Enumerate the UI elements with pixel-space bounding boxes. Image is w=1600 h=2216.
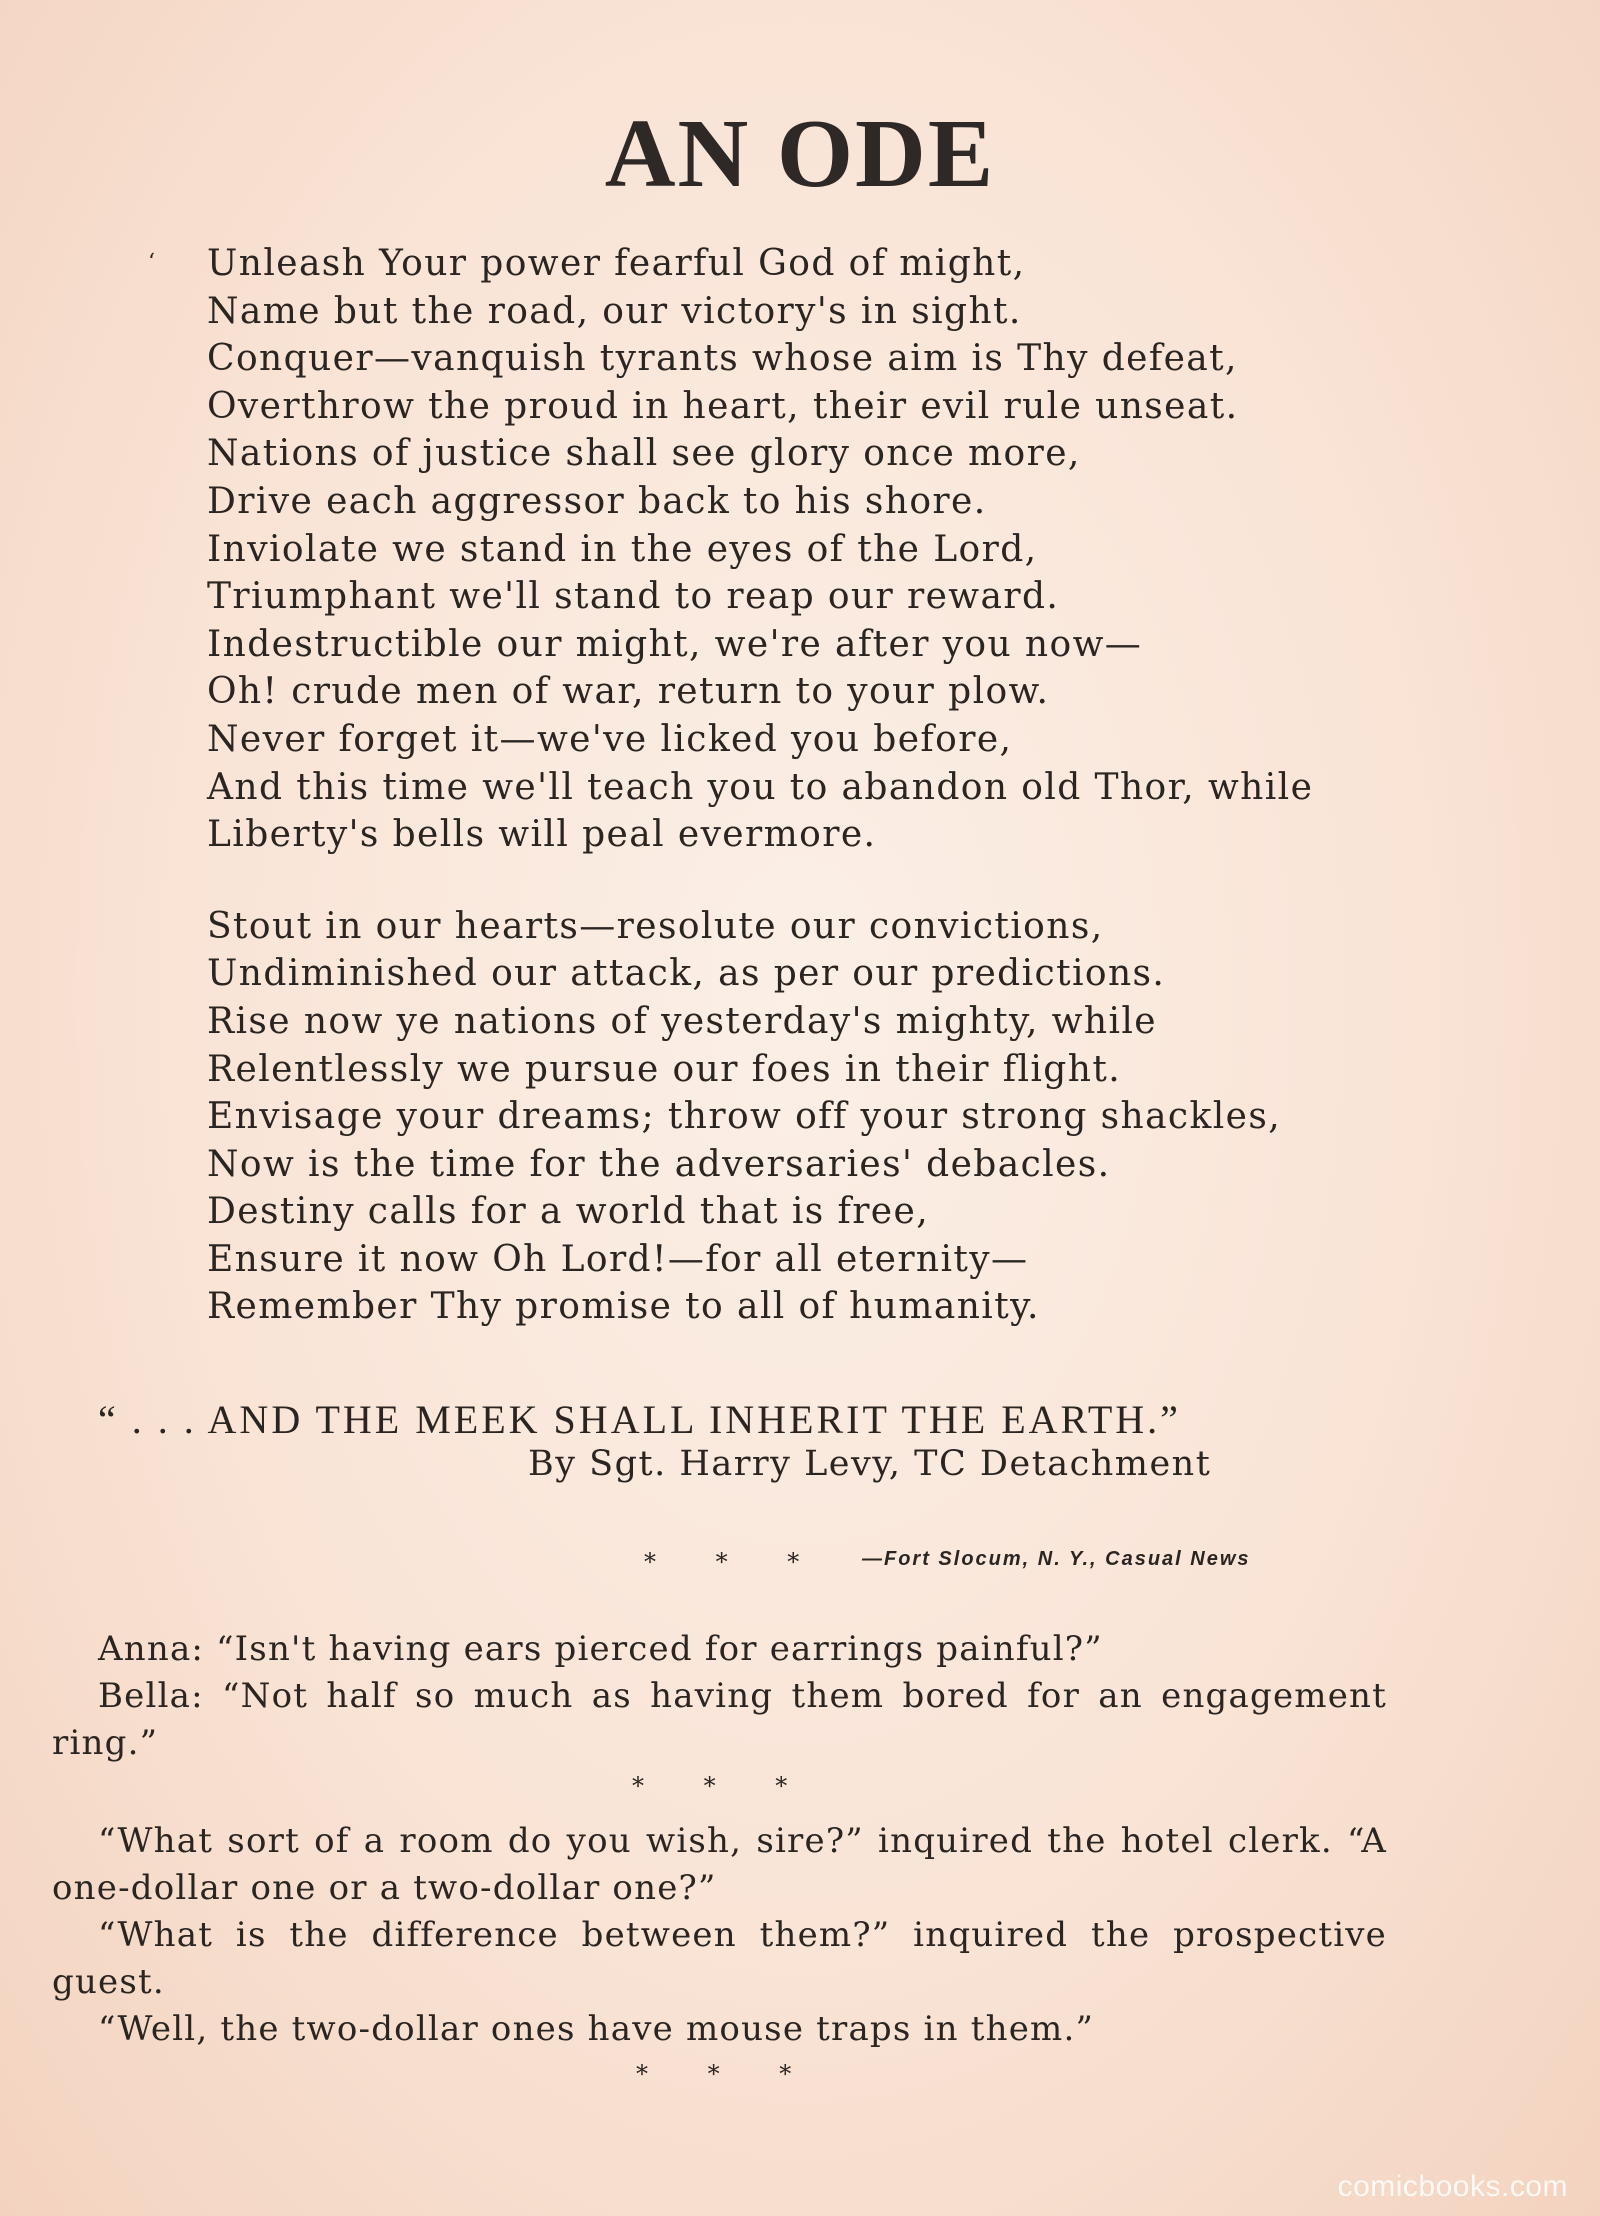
poem-line: Name but the road, our victory's in sight.: [207, 290, 1022, 332]
poem-line: Conquer—vanquish tyrants whose aim is Thy defeat,: [207, 338, 1238, 380]
byline: By Sgt. Harry Levy, TC Detachment: [528, 1444, 1212, 1484]
poem-line: Indestructible our might, we're after you now—: [207, 623, 1143, 665]
poem-line: Rise now ye nations of yesterday's mighty, while: [207, 1000, 1157, 1042]
poem-line: Triumphant we'll stand to reap our reward.: [207, 576, 1060, 618]
poem: [207, 240, 1407, 1331]
poem-line: Never forget it—we've licked you before,: [207, 718, 1013, 760]
poem-line: Destiny calls for a world that is free,: [207, 1191, 930, 1233]
poem-line: Undiminished our attack, as per our predictions.: [207, 953, 1166, 995]
stanza-gap: [207, 859, 1407, 903]
poem-line: And this time we'll teach you to abandon old Thor, while: [207, 766, 1314, 808]
source-credit: —Fort Slocum, N. Y., Casual News: [862, 1548, 1251, 1570]
separator-stars: * * *: [644, 1548, 826, 1576]
poem-line: Nations of justice shall see glory once more,: [207, 433, 1081, 475]
poem-stanza-2: [207, 903, 1407, 1331]
poem-line: Relentlessly we pursue our foes in their flight.: [207, 1048, 1122, 1090]
poem-line: Now is the time for the adversaries' debacles.: [207, 1143, 1111, 1185]
poem-line: Inviolate we stand in the eyes of the Lord,: [207, 528, 1038, 570]
poem-line: Stout in our hearts—resolute our convictions,: [207, 905, 1104, 947]
poem-line: Ensure it now Oh Lord!—for all eternity—: [207, 1238, 1029, 1280]
page-title: AN ODE: [604, 100, 996, 208]
poem-line: Oh! crude men of war, return to your plow.: [207, 671, 1050, 713]
poem-line: Envisage your dreams; throw off your strong shackles,: [207, 1096, 1282, 1138]
poem-line: Unleash Your power fearful God of might,: [207, 243, 1026, 284]
joke-line: “What sort of a room do you wish, sire?” inquired the hotel clerk. “A one-dollar one or a two-dollar one?”: [52, 1821, 1387, 1908]
joke-2: [52, 1818, 1387, 2053]
separator-stars: * * *: [636, 2060, 818, 2088]
joke-line: “What is the difference between them?” inquired the prospective guest.: [52, 1915, 1387, 2002]
poem-line: Liberty's bells will peal evermore.: [207, 814, 877, 856]
joke-line: Anna: “Isn't having ears pierced for earrings painful?”: [98, 1629, 1103, 1669]
poem-stanza-1: [207, 240, 1407, 859]
poem-line: Drive each aggressor back to his shore.: [207, 480, 987, 522]
poem-line: Remember Thy promise to all of humanity.: [207, 1286, 1040, 1328]
joke-line: “Well, the two-dollar ones have mouse traps in them.”: [98, 2009, 1095, 2049]
joke-1: [52, 1626, 1387, 1767]
joke-line: Bella: “Not half so much as having them bored for an engagement ring.”: [52, 1676, 1387, 1763]
separator-stars: * * *: [632, 1772, 814, 1800]
watermark: comicbooks.com: [1337, 2170, 1568, 2203]
poem-line: Overthrow the proud in heart, their evil rule unseat.: [207, 385, 1239, 427]
stray-mark: ‘: [148, 250, 155, 275]
closing-quote: “ . . . AND THE MEEK SHALL INHERIT THE EARTH.”: [98, 1397, 1181, 1442]
